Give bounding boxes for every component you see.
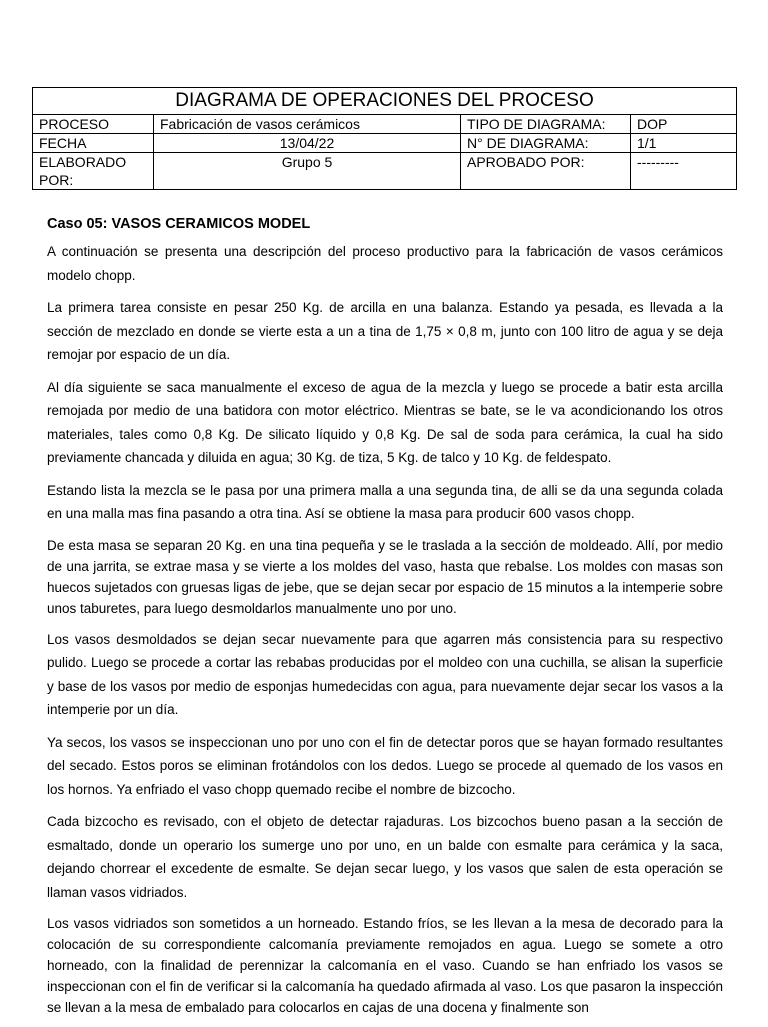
header-row-elaborado — [33, 153, 737, 190]
label-tipo-diagrama: TIPO DE DIAGRAMA: — [461, 115, 631, 134]
label-numero-diagrama: N° DE DIAGRAMA: — [461, 134, 631, 153]
label-elaborado-por: ELABORADO POR: — [33, 153, 154, 190]
paragraph-pesado: La primera tarea consiste en pesar 250 Kg. de arcilla en una balanza. Estando ya pesada, es llevada a la sección de mezclado en donde se vierte esta a un a tina de 1,75 × 0,8 m, junto con 100 litro de agua y se deja remojar por espacio de un día. — [47, 300, 723, 362]
header-row-fecha — [33, 134, 737, 153]
paragraph-intro: A continuación se presenta una descripción del proceso productivo para la fabricación de vasos cerámicos modelo chopp. — [47, 244, 723, 283]
label-aprobado-por: APROBADO POR: — [461, 153, 631, 190]
value-aprobado-por: --------- — [631, 153, 737, 190]
paragraph-esmaltado: Cada bizcocho es revisado, con el objeto de detectar rajaduras. Los bizcochos bueno pasan a la sección de esmaltado, donde un operario los sumerge uno por uno, en un balde con esmalte para cerámica y la saca, dejando chorrear el excedente de esmalte. Se dejan secar luego, y los vasos que salen de esta operación se llaman vasos vidriados. — [47, 814, 723, 900]
case-body — [47, 212, 723, 1027]
paragraph-moldeado: De esta masa se separan 20 Kg. en una tina pequeña y se le traslada a la sección de moldeado. Allí, por medio de una jarrita, se extrae masa y se vierte a los moldes del vaso, hasta que rebalse. Los moldes con masas son huecos sujetados con gruesas ligas de jebe, que se dejan secar por espacio de 15 minutos a la intemperie sobre unos taburetes, para luego desmoldarlos manualmente uno por uno. — [47, 537, 723, 616]
label-fecha: FECHA — [33, 134, 154, 153]
value-proceso: Fabricación de vasos cerámicos — [154, 115, 461, 134]
value-fecha: 13/04/22 — [154, 134, 461, 153]
label-proceso: PROCESO — [33, 115, 154, 134]
diagram-title: DIAGRAMA DE OPERACIONES DEL PROCESO — [33, 88, 737, 115]
paragraph-quemado: Ya secos, los vasos se inspeccionan uno por uno con el fin de detectar poros que se hayan formado resultantes del secado. Estos poros se eliminan frotándolos con los dedos. Luego se procede al quemado de los vasos en los hornos. Ya enfriado el vaso chopp quemado recibe el nombre de bizcocho. — [47, 734, 723, 797]
value-elaborado-por: Grupo 5 — [154, 153, 461, 190]
value-tipo-diagrama: DOP — [631, 115, 737, 134]
paragraph-colado: Estando lista la mezcla se le pasa por una primera malla a una segunda tina, de alli se da una segunda colada en una malla mas fina pasando a otra tina. Así se obtiene la masa para producir 600 vasos chopp. — [47, 482, 723, 521]
process-header-table — [32, 87, 737, 190]
paragraph-batido: Al día siguiente se saca manualmente el exceso de agua de la mezcla y luego se procede a batir esta arcilla remojada por medio de una batidora con motor eléctrico. Mientras se bate, se le va acondicionando los otros materiales, tales como 0,8 Kg. De silicato líquido y 0,8 Kg. De sal de soda para cerámica, la cual ha sido previamente chancada y diluida en agua; 30 Kg. de tiza, 5 Kg. de talco y 10 Kg. de feldespato. — [47, 379, 723, 465]
paragraph-decorado: Los vasos vidriados son sometidos a un horneado. Estando fríos, se les llevan a la mesa de decorado para la colocación de su correspondiente calcomanía previamente remojados en agua. Luego se somete a otro horneado, con la finalidad de perennizar la calcomanía en el vaso. Cuando se han enfriado los vasos se inspeccionan con el fin de verificar si la calcomanía ha quedado afirmada al vaso. Los que pasaron la inspección se llevan a la mesa de embalado para colocarlos en cajas de una docena y finalmente son — [47, 916, 723, 1015]
case-title: Caso 05: VASOS CERAMICOS MODEL — [47, 216, 311, 232]
value-numero-diagrama: 1/1 — [631, 134, 737, 153]
paragraph-pulido: Los vasos desmoldados se dejan secar nuevamente para que agarren más consistencia para su respectivo pulido. Luego se procede a cortar las rebabas producidas por el moldeo con una cuchilla, se alisan la superficie y base de los vasos por medio de esponjas humedecidas con agua, para nuevamente dejar secar los vasos a la intemperie por un día. — [47, 631, 723, 717]
header-row-proceso — [33, 115, 737, 134]
